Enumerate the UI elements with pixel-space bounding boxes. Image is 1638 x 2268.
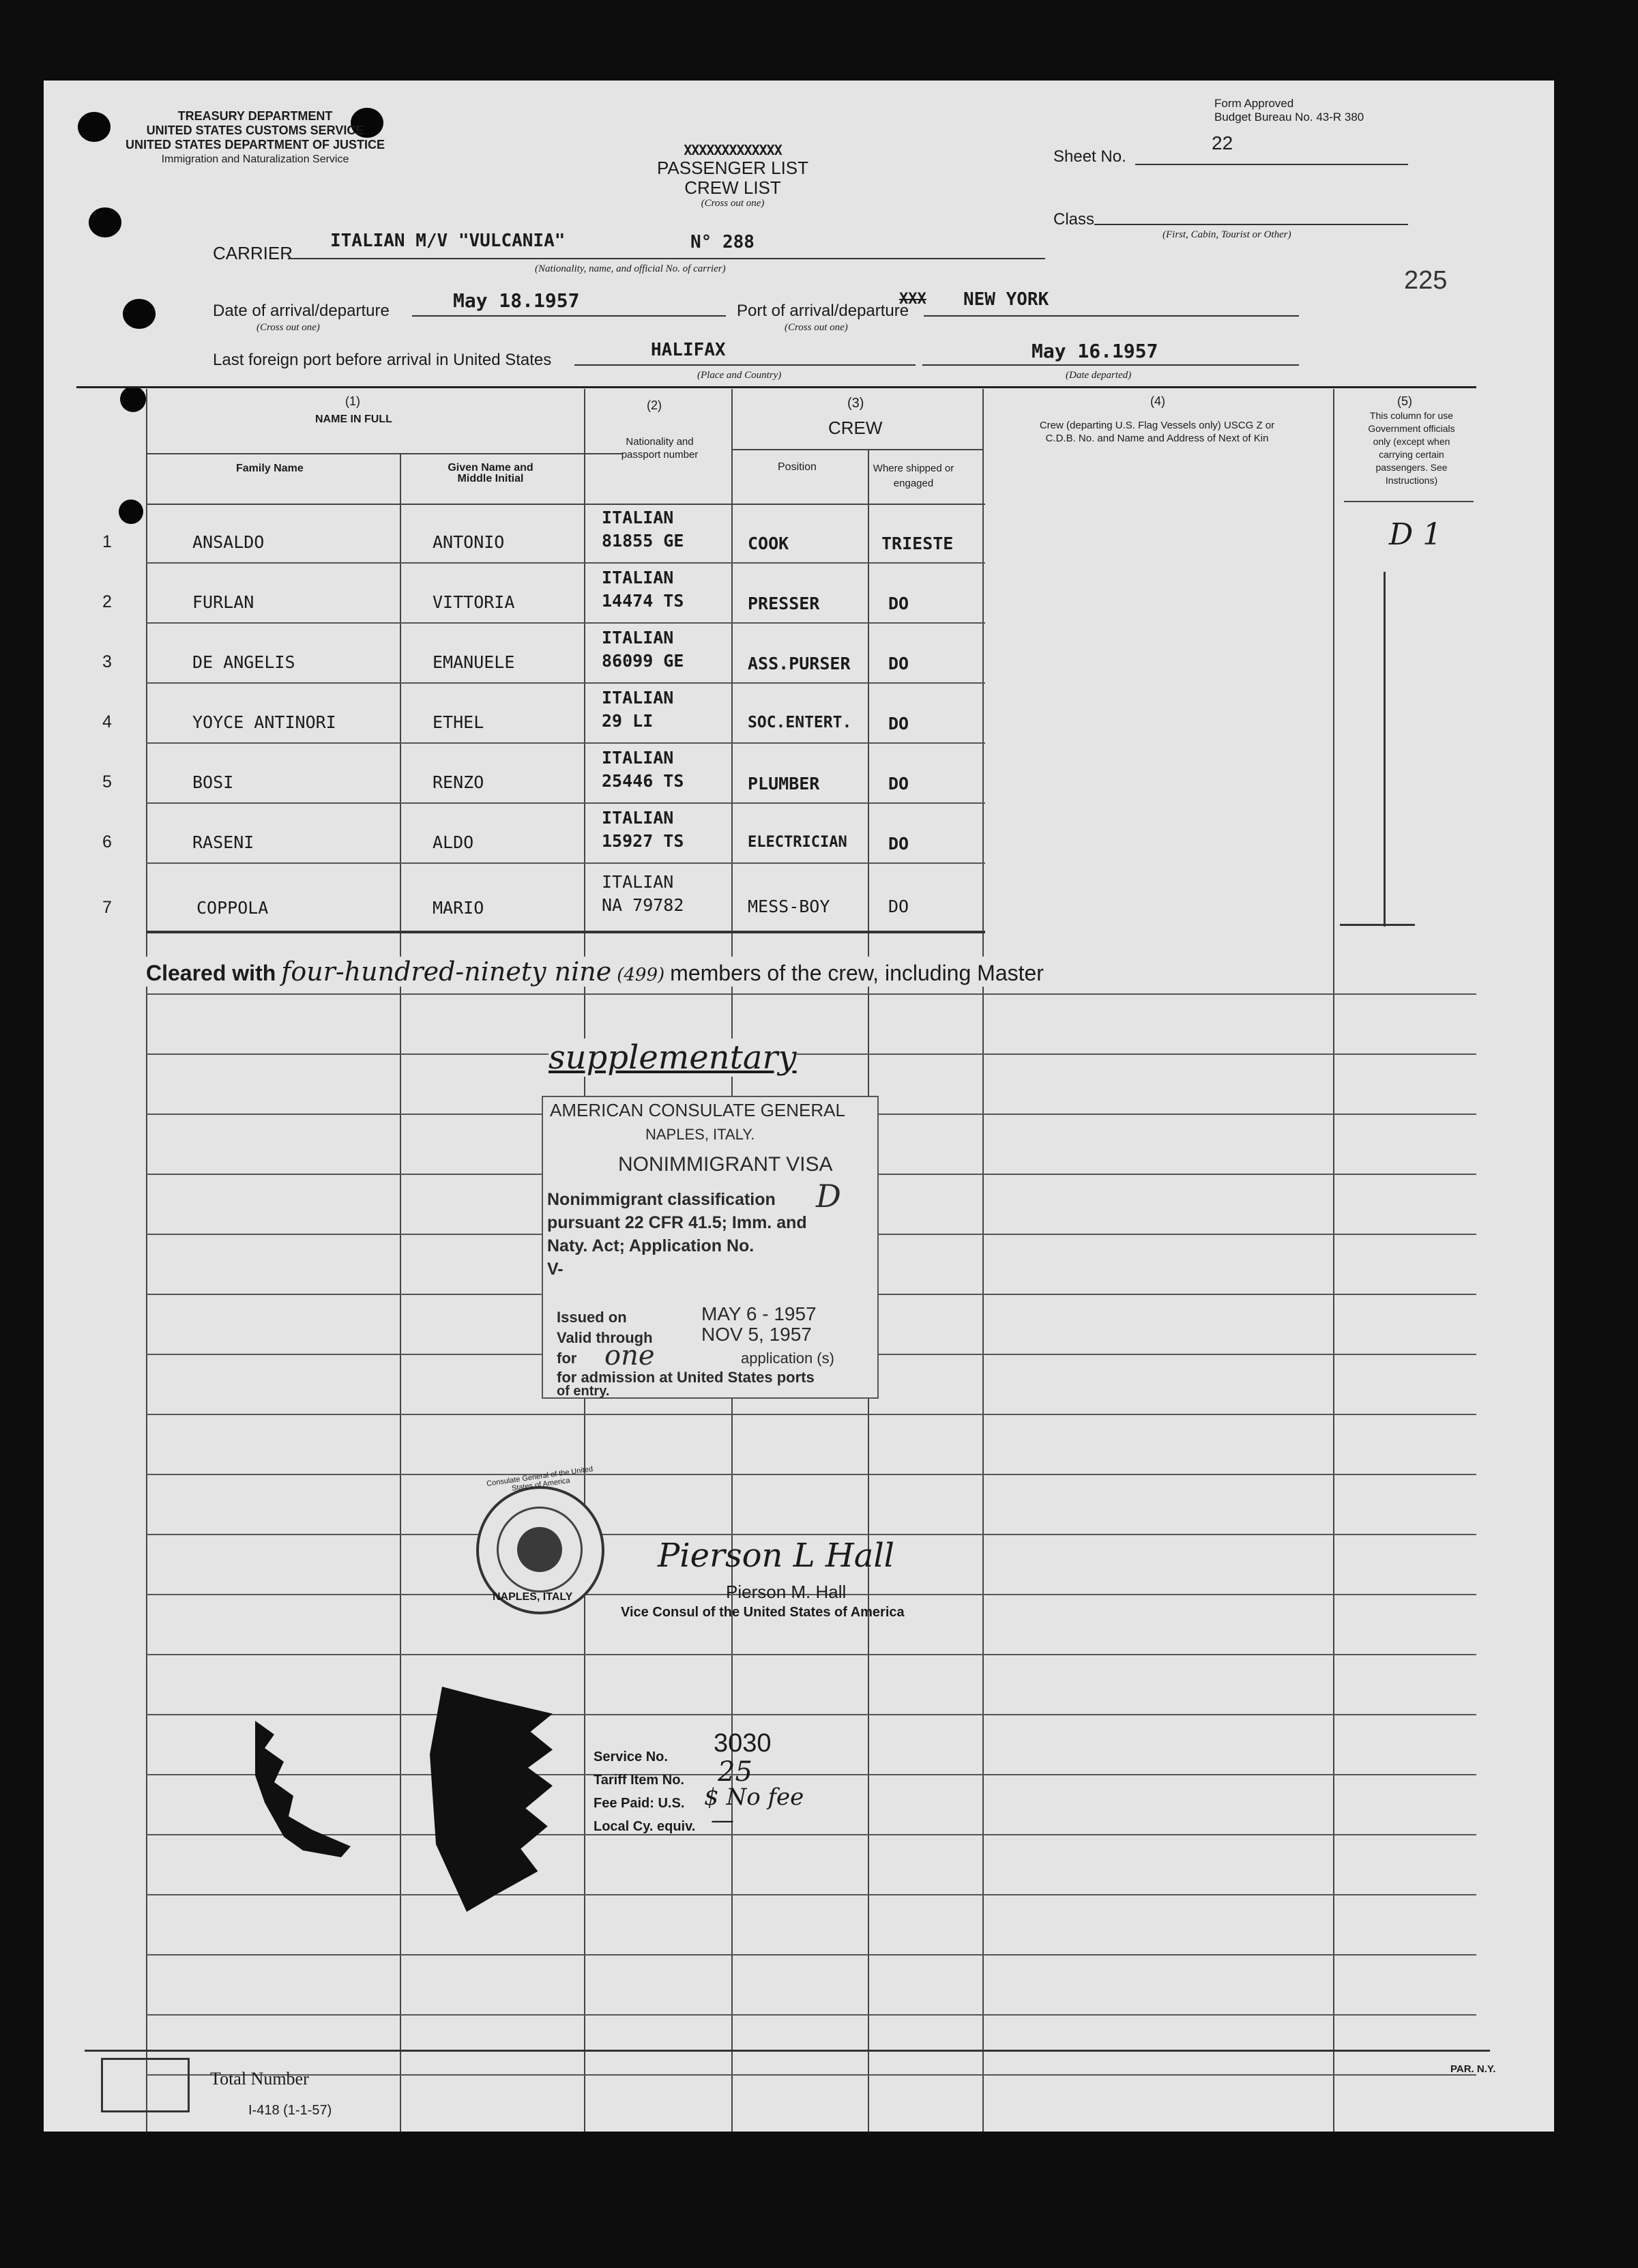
family-name: FURLAN — [192, 592, 254, 612]
col4-number: (4) — [1150, 394, 1165, 408]
position: MESS-BOY — [748, 897, 830, 916]
carrier-note: (Nationality, name, and official No. of carrier) — [535, 263, 726, 274]
form-title — [637, 142, 828, 209]
port-struck: XXX — [899, 291, 926, 308]
last-port-value: HALIFAX — [651, 340, 726, 360]
form-id: I-418 (1-1-57) — [248, 2103, 332, 2118]
title-crew-list: CREW LIST — [684, 177, 781, 198]
title-passenger-list: PASSENGER LIST — [656, 158, 809, 178]
visa-stamp — [542, 1096, 879, 1399]
row-number: 3 — [102, 652, 112, 671]
punch-hole — [120, 386, 146, 412]
given-name: ALDO — [433, 832, 474, 852]
tariff-label: Tariff Item No. — [594, 1773, 684, 1788]
passport-number: 81855 GE — [602, 531, 684, 551]
col-shipped-header: Where shipped or engaged — [873, 463, 954, 489]
agency-line: TREASURY DEPARTMENT — [177, 109, 333, 123]
punch-hole — [89, 207, 121, 237]
form-approved: Form Approved — [1214, 97, 1294, 110]
family-name: RASENI — [192, 832, 254, 852]
total-number-label: Total Number — [210, 2069, 309, 2089]
local-label: Local Cy. equiv. — [594, 1819, 696, 1834]
stamp-admission: for admission at United States ports — [557, 1369, 815, 1386]
position: SOC.ENTERT. — [748, 714, 852, 731]
fee-stamp — [594, 1725, 812, 1834]
stamp-line1: AMERICAN CONSULATE GENERAL — [550, 1100, 845, 1120]
class-note: (First, Cabin, Tourist or Other) — [1162, 229, 1291, 240]
class-label: Class — [1053, 210, 1095, 229]
col3-title: CREW — [828, 418, 883, 438]
carrier-value: ITALIAN M/V "VULCANIA" — [330, 231, 566, 251]
sheet-value: 22 — [1212, 132, 1233, 154]
position: COOK — [748, 534, 789, 553]
punch-hole — [119, 499, 143, 524]
port-value: NEW YORK — [963, 289, 1049, 310]
col5-number: (5) — [1397, 394, 1412, 408]
row-number: 4 — [102, 712, 112, 731]
margin-number: 225 — [1404, 266, 1448, 295]
col-given-header: Given Name and Middle Initial — [448, 462, 533, 484]
local-value: — — [711, 1807, 734, 1834]
row-number: 5 — [102, 772, 112, 791]
given-name: EMANUELE — [433, 652, 515, 672]
stamp-naty: Naty. Act; Application No. — [547, 1236, 755, 1255]
title-note: (Cross out one) — [701, 198, 765, 209]
date-note: (Cross out one) — [257, 322, 320, 333]
family-name: ANSALDO — [192, 532, 265, 552]
col1-number: (1) — [345, 394, 360, 408]
where-shipped: DO — [888, 774, 909, 794]
nationality: ITALIAN — [602, 628, 674, 648]
stamp-valid-label: Valid through — [557, 1329, 653, 1346]
where-shipped: TRIESTE — [881, 534, 954, 553]
carrier-label: CARRIER — [213, 243, 293, 263]
position: ELECTRICIAN — [748, 834, 847, 851]
carrier-number: N° 288 — [690, 232, 755, 252]
nationality: ITALIAN — [602, 872, 674, 892]
stamp-entry: of entry. — [557, 1384, 610, 1399]
nationality: ITALIAN — [602, 808, 674, 828]
passport-number: 86099 GE — [602, 651, 684, 671]
nationality: ITALIAN — [602, 508, 674, 527]
stamp-application: application (s) — [741, 1350, 834, 1367]
signature-script: Pierson L Hall — [658, 1537, 895, 1575]
col2-number: (2) — [647, 398, 662, 412]
stamp-valid-value: NOV 5, 1957 — [701, 1324, 812, 1345]
nationality: ITALIAN — [602, 568, 674, 587]
stamp-v: V- — [547, 1260, 564, 1279]
given-name: ANTONIO — [433, 532, 505, 552]
where-shipped: DO — [888, 654, 909, 673]
seal-text: Consulate General of the United States of America — [486, 1465, 594, 1493]
last-port-label: Last foreign port before arrival in United States — [213, 351, 552, 369]
budget-bureau: Budget Bureau No. 43-R 380 — [1214, 111, 1364, 123]
passport-number: 29 LI — [602, 711, 654, 731]
family-name: BOSI — [192, 772, 234, 792]
position: PLUMBER — [748, 774, 820, 794]
col4-title: Crew (departing U.S. Flag Vessels only) USCG Z or C.D.B. No. and Name and Address of Next of Kin — [1039, 420, 1275, 444]
seal-city: NAPLES, ITALY — [493, 1591, 573, 1603]
stamp-class-label: Nonimmigrant classification — [547, 1190, 776, 1209]
col-position-header: Position — [778, 461, 817, 473]
family-name: COPPOLA — [196, 898, 269, 918]
stamp-issued-value: MAY 6 - 1957 — [701, 1303, 817, 1324]
sheet-label: Sheet No. — [1053, 147, 1126, 166]
agency-line: UNITED STATES CUSTOMS SERVICE — [146, 123, 364, 137]
last-port-note: (Place and Country) — [697, 370, 782, 381]
consulate-seal — [476, 1465, 604, 1614]
col1-title: NAME IN FULL — [315, 413, 392, 425]
where-shipped: DO — [888, 714, 909, 733]
service-label: Service No. — [594, 1749, 668, 1764]
agency-line: UNITED STATES DEPARTMENT OF JUSTICE — [125, 138, 385, 151]
total-number-box — [101, 2058, 190, 2112]
port-note: (Cross out one) — [785, 322, 848, 333]
cleared-prefix: Cleared with — [146, 961, 276, 985]
stamp-line3: NONIMMIGRANT VISA — [618, 1153, 833, 1176]
stamp-pursuant: pursuant 22 CFR 41.5; Imm. and — [547, 1213, 807, 1232]
given-name: VITTORIA — [433, 592, 515, 612]
printer-mark: PAR. N.Y. — [1450, 2063, 1496, 2075]
position: ASS.PURSER — [748, 654, 851, 673]
passport-number: 14474 TS — [602, 591, 684, 611]
signature-title: Vice Consul of the United States of America — [621, 1605, 905, 1620]
col2-title: Nationality and passport number — [621, 436, 699, 461]
col-family-header: Family Name — [236, 463, 304, 474]
row-number: 6 — [102, 832, 112, 852]
date-value: May 18.1957 — [453, 289, 580, 312]
where-shipped: DO — [888, 897, 909, 916]
date-departed-value: May 16.1957 — [1032, 340, 1158, 362]
nationality: ITALIAN — [602, 688, 674, 708]
stamp-for-value: one — [604, 1340, 655, 1371]
col3-number: (3) — [847, 396, 864, 411]
row-number: 7 — [102, 898, 112, 917]
agency-line: Immigration and Naturalization Service — [161, 154, 349, 165]
passport-number: 15927 TS — [602, 831, 684, 851]
service-value: 3030 — [714, 1729, 772, 1758]
cleared-statement — [146, 957, 1044, 987]
passport-number: 25446 TS — [602, 771, 684, 791]
agency-block — [105, 109, 405, 166]
torn-stub-right — [430, 1687, 553, 1912]
port-label: Port of arrival/departure — [737, 302, 909, 320]
tariff-value: 25 — [718, 1756, 752, 1788]
fee-value: $ No fee — [704, 1784, 804, 1811]
cleared-suffix: members of the crew, including Master — [670, 961, 1044, 985]
row-number: 2 — [102, 592, 112, 611]
cleared-paren: (499) — [617, 965, 665, 985]
given-name: RENZO — [433, 772, 484, 792]
col5-title: This column for use Government officials only (except when carrying certain passengers. See Instructions) — [1368, 410, 1455, 486]
passport-number: NA 79782 — [602, 895, 684, 915]
date-departed-note: (Date departed) — [1066, 370, 1132, 381]
where-shipped: DO — [888, 594, 909, 613]
stamp-class-value: D — [816, 1178, 841, 1215]
title-struck: XXXXXXXXXXXXX — [684, 142, 782, 158]
stamp-line2: NAPLES, ITALY. — [645, 1126, 755, 1143]
nationality: ITALIAN — [602, 748, 674, 768]
given-name: ETHEL — [433, 712, 484, 732]
family-name: YOYCE ANTINORI — [192, 712, 336, 732]
signature-name: Pierson M. Hall — [726, 1582, 847, 1602]
torn-stub-left — [255, 1721, 351, 1857]
gov-mark: D 1 — [1389, 517, 1442, 552]
punch-hole — [123, 299, 156, 329]
cleared-handwritten: four-hundred-ninety nine — [281, 957, 612, 987]
where-shipped: DO — [888, 834, 909, 854]
supplementary-note: supplementary — [549, 1038, 797, 1077]
row-number: 1 — [102, 532, 112, 551]
stamp-issued-label: Issued on — [557, 1309, 627, 1326]
date-label: Date of arrival/departure — [213, 302, 390, 320]
fee-label: Fee Paid: U.S. — [594, 1796, 685, 1811]
given-name: MARIO — [433, 898, 484, 918]
document-page — [44, 81, 1554, 2132]
family-name: DE ANGELIS — [192, 652, 295, 672]
stamp-for-label: for — [557, 1350, 577, 1367]
position: PRESSER — [748, 594, 820, 613]
